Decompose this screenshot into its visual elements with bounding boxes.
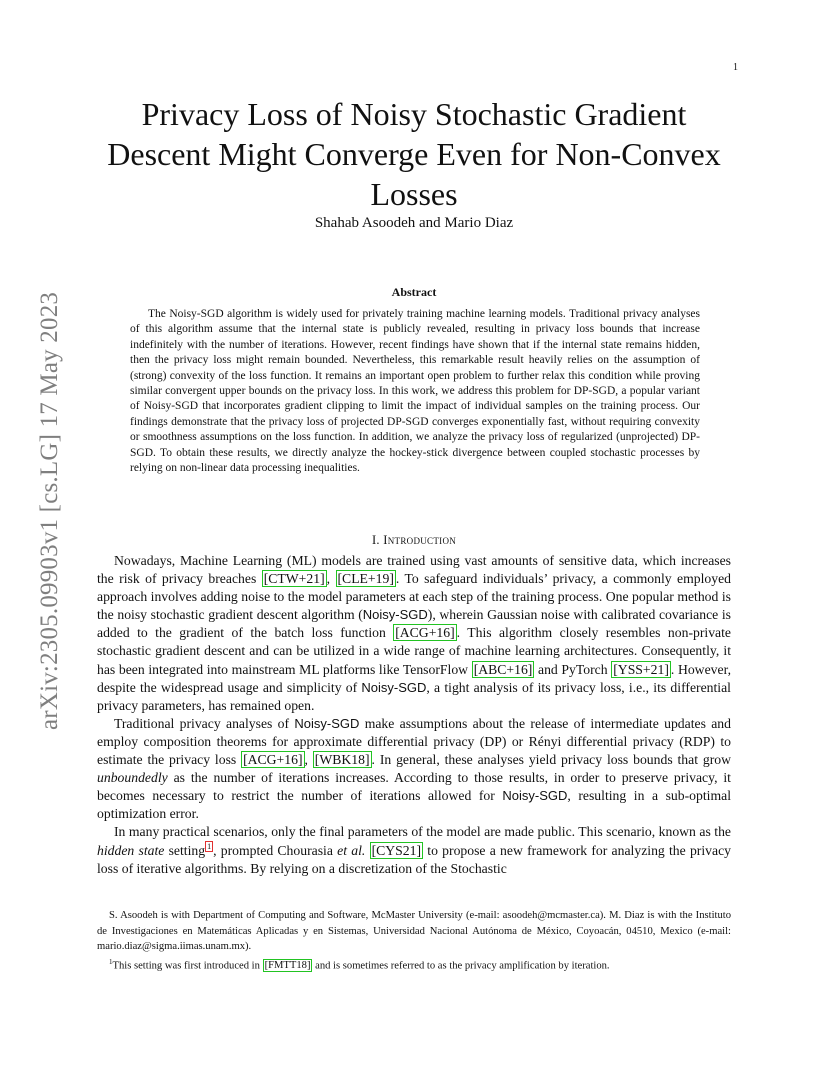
citation-link[interactable]: [YSS+21]: [613, 661, 669, 677]
abstract-heading: Abstract: [391, 285, 437, 299]
algorithm-name: Noisy-SGD: [502, 788, 568, 804]
title-line: Descent Might Converge Even for Non-Convex: [107, 136, 721, 172]
citation-link[interactable]: [ABC+16]: [473, 661, 533, 677]
section-heading: [0, 533, 828, 548]
title-line: Privacy Loss of Noisy Stochastic Gradient: [141, 96, 687, 132]
text-run: . This algorithm closely resembles non-private stochastic gradient descent and can be utilized in a wide range of machine learning architectures. Consequently, it has been integrated into mainstream ML platforms like TensorFlow: [97, 625, 732, 677]
text-run: ,: [304, 752, 313, 768]
citation-link[interactable]: [ACG+16]: [395, 625, 455, 641]
text-run: and is sometimes referred to as the privacy amplification by iteration.: [312, 960, 610, 972]
text-run: to propose a new framework for analyzing the privacy loss of iterative algorithms. By relying on a discretization of the Stochastic: [97, 842, 731, 876]
abstract-body: [130, 307, 700, 476]
footnotes: [97, 908, 731, 974]
paragraph: [97, 715, 731, 824]
text-run: make assumptions about the release of intermediate updates and employ composition theorems for approximate differential privacy (DP) or Rényi differential privacy (RDP) to estimate the privacy loss: [97, 715, 731, 768]
page-number: 1: [733, 62, 738, 73]
text-run: In many practical scenarios, only the final parameters of the model are made public. This scenario, known as the: [114, 824, 731, 840]
section-number: I.: [371, 533, 384, 547]
text-run: setting: [164, 842, 206, 858]
text-run: Nowadays, Machine Learning (ML) models are trained using vast amounts of sensitive data, which increases the risk of privacy breaches: [97, 553, 731, 587]
citation-link[interactable]: [CYS21]: [371, 842, 422, 858]
text-run: ), wherein Gaussian noise with calibrated covariance is added to the gradient of the batch loss function: [97, 607, 731, 641]
text-run: as the number of iterations increases. According to those results, in order to preserve privacy, it becomes necessary to restrict the number of iterations allowed for: [97, 770, 731, 804]
paper-title: [80, 94, 748, 214]
section-title: Introduction: [383, 533, 457, 547]
emphasis: unboundedly: [97, 770, 168, 786]
arxiv-identifier[interactable]: arXiv:2305.09903v1 [cs.LG] 17 May 2023: [36, 291, 63, 730]
paragraph: [97, 552, 731, 715]
citation-link[interactable]: [ACG+16]: [243, 752, 303, 768]
text-run: [365, 843, 369, 858]
text-run: . In general, these analyses yield privacy loss bounds that grow: [371, 752, 732, 768]
footnote-1: [97, 955, 731, 974]
algorithm-name: Noisy-SGD: [361, 679, 427, 695]
text-run: , resulting in a sub-optimal optimization error.: [97, 788, 731, 822]
citation-link[interactable]: [WBK18]: [314, 752, 370, 768]
body-text: [97, 552, 731, 878]
text-run: Traditional privacy analyses of: [114, 715, 295, 731]
text-run: , prompted Chourasia: [213, 842, 338, 858]
text-run: , a tight analysis of its privacy loss, i.e., its differential privacy parameters, has remained open.: [97, 679, 731, 713]
citation-link[interactable]: [CTW+21]: [263, 571, 325, 587]
citation-link[interactable]: [CLE+19]: [337, 571, 394, 587]
text-run: . However, despite the widespread usage and simplicity of: [97, 661, 731, 695]
algorithm-name: Noisy-SGD: [362, 607, 428, 623]
text-run: ,: [326, 571, 336, 587]
affiliation-note: S. Asoodeh is with Department of Computing and Software, McMaster University (e-mail: asoodeh@mcmaster.ca). M. Diaz is with the Instituto de Investigaciones en Matemáticas Aplicadas y en Sistemas, Universidad Nacional Autónoma de México, Coyoacán, 04510, Mexico (e-mail: mario.diaz@sigma.iimas.unam.mx).: [97, 910, 731, 952]
emphasis: et al.: [337, 842, 366, 858]
emphasis: hidden state: [97, 842, 165, 858]
text-run: . To safeguard individuals’ privacy, a commonly employed approach involves adding noise to the model parameters at each step of the training process. One popular method is the noisy stochastic gradient descent algorithm (: [97, 571, 732, 623]
abstract-text: The Noisy-SGD algorithm is widely used for privately training machine learning models. Traditional privacy analyses of this algorithm assume that the internal state is publicly revealed, resulting in privacy loss bounds that increase indefinitely with the number of iterations. However, recent findings have shown that if the internal state remains hidden, then the privacy loss might remain bounded. Nevertheless, this remarkable result heavily relies on the assumption of (strong) convexity of the loss function. It remains an important open problem to further relax this condition while proving similar convergent upper bounds on the privacy loss. In this work, we address this problem for DP-SGD, a popular variant of Noisy-SGD that incorporates gradient clipping to limit the impact of individual samples on the training process. Our findings demonstrate that the privacy loss of projected DP-SGD converges exponentially fast, without requiring convexity or smoothness assumptions on the loss function. In addition, we analyze the privacy loss of regularized (unprojected) DP-SGD. To obtain these results, we directly analyze the hockey-stick divergence between coupled stochastic processes by relying on non-linear data processing inequalities.: [130, 308, 700, 475]
text-run: and PyTorch: [534, 661, 612, 677]
algorithm-name: Noisy-SGD: [294, 715, 360, 731]
title-line: Losses: [370, 176, 458, 212]
footnote-link[interactable]: 1: [207, 841, 212, 851]
footnote-mark: 1: [109, 957, 113, 966]
text-run: This setting was first introduced in: [112, 960, 263, 972]
citation-link[interactable]: [FMTT18]: [264, 960, 311, 972]
authors: Shahab Asoodeh and Mario Diaz: [314, 215, 514, 231]
paragraph: [97, 823, 731, 877]
